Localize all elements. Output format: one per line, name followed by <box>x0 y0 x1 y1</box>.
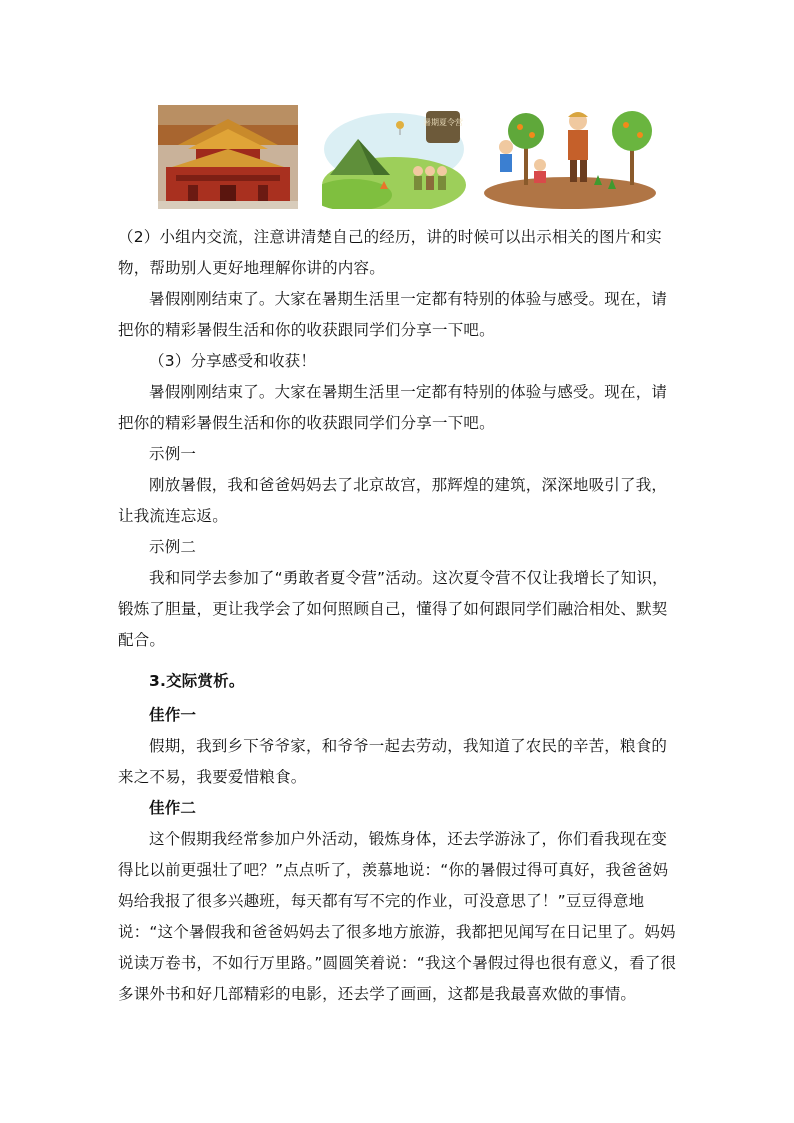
good-work-1-text: 假期，我到乡下爷爷家，和爷爷一起去劳动，我知道了农民的辛苦，粮食的来之不易，我要爱惜粮食。 <box>118 737 668 786</box>
example-2-heading: 示例二 <box>149 538 197 556</box>
image-strip <box>0 105 794 213</box>
paragraph-step-3: （3）分享感受和收获！ <box>149 352 317 370</box>
example-2-text: 我和同学去参加了“勇敢者夏令营”活动。这次夏令营不仅让我增长了知识，锻炼了胆量，更让我学会了如何照顾自己，懂得了如何跟同学们融洽相处、默契配合。 <box>118 569 668 649</box>
paragraph-intro-1: 暑假刚刚结束了。大家在暑期生活里一定都有特别的体验与感受。现在，请把你的精彩暑假生活和你的收获跟同学们分享一下吧。 <box>118 290 668 339</box>
farm-illustration <box>484 105 656 209</box>
camp-sign-text: 暑期夏令营 <box>423 118 463 127</box>
summer-camp-illustration <box>322 105 466 209</box>
paragraph-step-2: （2）小组内交流，注意讲清楚自己的经历，讲的时候可以出示相关的图片和实物，帮助别人更好地理解你讲的内容。 <box>118 228 662 277</box>
paragraph-intro-2: 暑假刚刚结束了。大家在暑期生活里一定都有特别的体验与感受。现在，请把你的精彩暑假生活和你的收获跟同学们分享一下吧。 <box>118 383 668 432</box>
example-1-text: 刚放暑假，我和爸爸妈妈去了北京故宫，那辉煌的建筑，深深地吸引了我，让我流连忘返。 <box>118 476 668 525</box>
good-work-2-text: 这个假期我经常参加户外活动，锻炼身体，还去学游泳了，你们看我现在变得比以前更强壮了吧？”点点听了，羡慕地说：“你的暑假过得可真好，我爸爸妈妈给我报了很多兴趣班，每天都有写不完的作业，可没意思了！”豆豆得意地说：“这个暑假我和爸爸妈妈去了很多地方旅游，我都把见闻写在日记里了。妈妈说读万卷书，不如行万里路。”圆圆笑着说：“我这个暑假过得也很有意义，看了很多课外书和好几部精彩的电影，还去学了画画，这都是我最喜欢做的事情。 <box>118 830 677 1003</box>
example-1-heading: 示例一 <box>149 445 197 463</box>
section-heading-3: 3.交际赏析。 <box>149 672 245 690</box>
good-work-1-heading: 佳作一 <box>149 706 197 724</box>
good-work-2-heading: 佳作二 <box>149 799 197 817</box>
palace-photo <box>158 105 298 209</box>
